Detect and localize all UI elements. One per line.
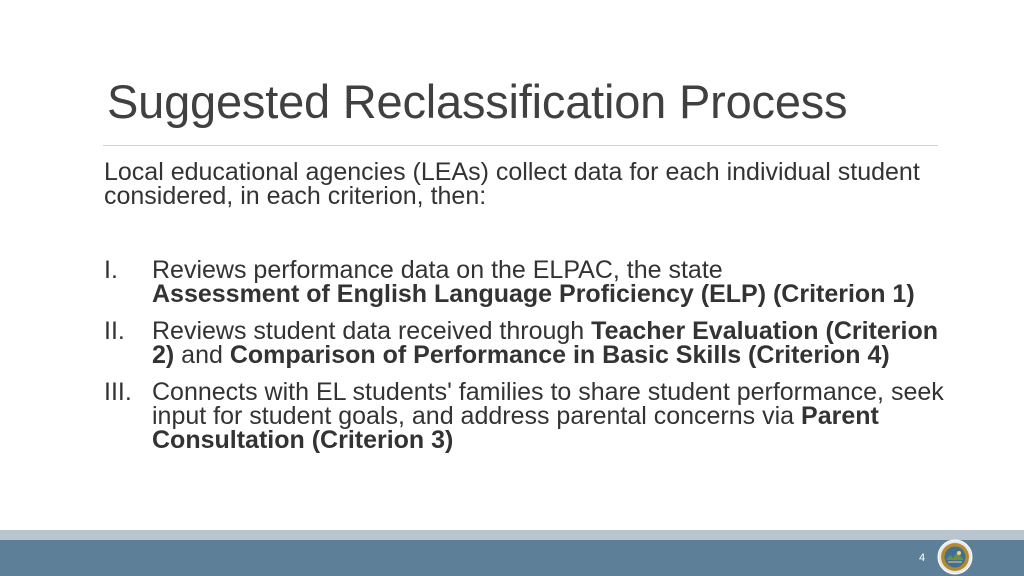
process-steps-list bbox=[104, 258, 964, 465]
state-seal-icon bbox=[937, 539, 973, 575]
step-3-criterion: Parent Consultation (Criterion 3) bbox=[152, 402, 879, 454]
step-2-criterion-basic-skills: Comparison of Performance in Basic Skills (Criterion 4) bbox=[229, 341, 890, 369]
page-number: 4 bbox=[918, 552, 926, 564]
step-2-numeral: II. bbox=[104, 317, 125, 345]
step-1 bbox=[104, 258, 964, 306]
step-2 bbox=[104, 319, 964, 367]
step-1-criterion: Assessment of English Language Proficiency (ELP) (Criterion 1) bbox=[152, 280, 915, 308]
intro-text: Local educational agencies (LEAs) collect data for each individual student considered, in each criterion, then: bbox=[104, 158, 920, 210]
step-2-conjunction: and bbox=[174, 341, 230, 369]
footer-bar bbox=[0, 540, 1024, 576]
slide-title: Suggested Reclassification Process bbox=[107, 75, 848, 128]
step-3-text: Connects with EL students' families to share student performance, seek input for student goals, and address parental concerns via bbox=[152, 378, 944, 430]
step-1-text: Reviews performance data on the ELPAC, the state bbox=[152, 256, 723, 284]
step-2-criterion-teacher-evaluation: Teacher Evaluation (Criterion 2) bbox=[152, 317, 938, 369]
step-3 bbox=[104, 380, 964, 452]
title-divider bbox=[103, 145, 938, 146]
step-3-numeral: III. bbox=[104, 378, 132, 406]
step-2-text: Reviews student data received through bbox=[152, 317, 592, 345]
step-1-numeral: I. bbox=[104, 256, 118, 284]
footer-stripe bbox=[0, 530, 1024, 540]
